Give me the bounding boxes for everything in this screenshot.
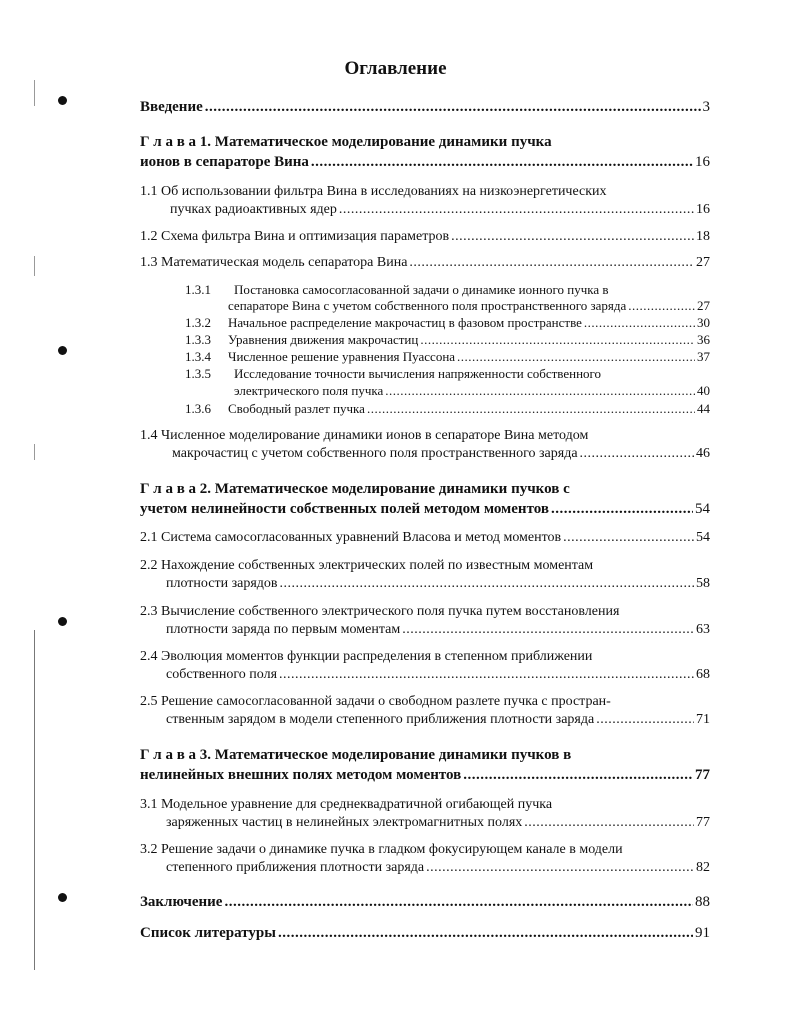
toc-entry-text: Постановка самосогласованной задачи о динамике ионного пучка в xyxy=(234,282,609,297)
toc-entry-1-3-5[interactable] xyxy=(234,382,710,399)
toc-label: нелинейных внешних полях методом моментов xyxy=(140,767,462,783)
toc-leader xyxy=(224,894,693,911)
toc-page-number: 30 xyxy=(697,315,710,330)
toc-entry-3-2[interactable] xyxy=(166,859,710,876)
toc-entry-1-4[interactable] xyxy=(172,445,710,462)
toc-label: Численное решение уравнения Пуассона xyxy=(228,349,456,364)
toc-page-number: 77 xyxy=(695,767,710,783)
toc-label: ственным зарядом в модели степенного приближения плотности заряда xyxy=(166,712,595,727)
toc-subsection-number: 1.3.1 xyxy=(185,282,211,297)
toc-entry-text: Исследование точности вычисления напряженности собственного xyxy=(234,366,602,381)
toc-page-number: 63 xyxy=(696,622,710,637)
punch-hole-mark xyxy=(58,617,67,626)
toc-label: 1.3 Математическая модель сепаратора Вина xyxy=(140,255,408,270)
toc-label: Уравнения движения макрочастиц xyxy=(228,332,419,347)
toc-leader xyxy=(409,254,694,271)
toc-page-number: 58 xyxy=(696,576,710,591)
scan-edge-line xyxy=(34,444,35,460)
toc-label: пучках радиоактивных ядер xyxy=(170,202,337,217)
toc-leader xyxy=(551,501,693,518)
scan-edge-line xyxy=(34,80,35,106)
toc-leader xyxy=(367,400,695,417)
toc-page-number: 46 xyxy=(696,446,710,461)
toc-label: Введение xyxy=(140,99,203,115)
toc-label: электрического поля пучка xyxy=(234,383,384,398)
toc-leader xyxy=(385,382,695,399)
toc-page-number: 77 xyxy=(696,815,710,830)
toc-leader xyxy=(596,711,694,728)
toc-label: собственного поля xyxy=(166,667,278,682)
scan-edge-line xyxy=(34,256,35,276)
toc-chapter-heading: Г л а в а 1. Математическое моделирование динамики пучка xyxy=(140,134,552,150)
toc-leader xyxy=(278,925,693,942)
toc-chapter-heading: Г л а в а 3. Математическое моделирование динамики пучков в xyxy=(140,747,572,763)
toc-leader xyxy=(426,859,694,876)
toc-page-number: 27 xyxy=(697,298,710,313)
toc-leader xyxy=(580,445,694,462)
toc-page-number: 16 xyxy=(695,154,710,170)
toc-entry-text: 3.2 Решение задачи о динамике пучка в гладком фокусирующем канале в модели xyxy=(140,842,623,857)
toc-page-number: 18 xyxy=(696,229,710,244)
punch-hole-mark xyxy=(58,893,67,902)
toc-label: Начальное распределение макрочастиц в фазовом пространстве xyxy=(228,315,582,330)
toc-leader xyxy=(280,575,695,592)
toc-page-number: 27 xyxy=(696,255,710,270)
toc-entry-text: 3.1 Модельное уравнение для среднеквадратичной огибающей пучка xyxy=(140,797,553,812)
toc-page-number: 71 xyxy=(696,712,710,727)
toc-label: степенного приближения плотности заряда xyxy=(166,860,425,875)
toc-entry-2-4[interactable] xyxy=(166,666,710,683)
toc-label: учетом нелинейности собственных полей методом моментов xyxy=(140,501,549,517)
toc-page-number: 16 xyxy=(696,202,710,217)
scan-edge-line xyxy=(34,630,35,970)
toc-page-number: 54 xyxy=(696,530,710,545)
toc-leader xyxy=(279,666,694,683)
toc-leader xyxy=(563,529,694,546)
toc-page-number: 68 xyxy=(696,667,710,682)
punch-hole-mark xyxy=(58,346,67,355)
toc-entry-2-2[interactable] xyxy=(166,575,710,592)
toc-label: макрочастиц с учетом собственного поля пространственного заряда xyxy=(172,446,578,461)
page-title: Оглавление xyxy=(344,58,447,79)
toc-leader xyxy=(205,99,701,116)
toc-leader xyxy=(584,314,695,331)
toc-label: Свободный разлет пучка xyxy=(228,401,365,416)
toc-entry-text: 2.2 Нахождение собственных электрических полей по известным моментам xyxy=(140,558,594,573)
toc-label: Список литературы xyxy=(140,925,276,941)
toc-entry-chapter-3[interactable] xyxy=(140,767,710,784)
toc-subsection-number: 1.3.3 xyxy=(185,332,211,347)
toc-label: плотности заряда по первым моментам xyxy=(166,622,401,637)
toc-page-number: 88 xyxy=(695,894,710,910)
toc-entry-2-3[interactable] xyxy=(166,621,710,638)
toc-leader xyxy=(311,154,693,171)
toc-entry-text: 2.5 Решение самосогласованной задачи о свободном разлете пучка с простран- xyxy=(140,694,611,709)
toc-page-number: 54 xyxy=(695,501,710,517)
toc-entry-1-1[interactable] xyxy=(170,201,710,218)
toc-label: заряженных частиц в нелинейных электромагнитных полях xyxy=(166,815,523,830)
toc-entry-2-1[interactable] xyxy=(140,529,710,546)
toc-page-number: 37 xyxy=(697,349,710,364)
toc-entry-1-3-1[interactable] xyxy=(228,297,710,314)
toc-leader xyxy=(420,331,695,348)
toc-entry-1-3[interactable] xyxy=(140,254,710,271)
toc-subsection-number: 1.3.2 xyxy=(185,315,211,330)
toc-label: 1.2 Схема фильтра Вина и оптимизация параметров xyxy=(140,229,450,244)
toc-entry-text: 2.3 Вычисление собственного электрического поля пучка путем восстановления xyxy=(140,604,620,619)
toc-label: ионов в сепараторе Вина xyxy=(140,154,309,170)
toc-entry-chapter-1[interactable] xyxy=(140,154,710,171)
toc-page-number: 82 xyxy=(696,860,710,875)
toc-page-number: 36 xyxy=(697,332,710,347)
toc-entry-3-1[interactable] xyxy=(166,814,710,831)
toc-page-number: 3 xyxy=(702,99,710,115)
toc-page-number: 44 xyxy=(697,401,710,416)
toc-entry-1-3-2[interactable] xyxy=(228,314,710,331)
toc-subsection-number: 1.3.4 xyxy=(185,349,211,364)
toc-entry-chapter-2[interactable] xyxy=(140,501,710,518)
toc-entry-1-3-4[interactable] xyxy=(228,348,710,365)
toc-chapter-heading: Г л а в а 2. Математическое моделирование динамики пучков с xyxy=(140,481,570,497)
toc-entry-1-3-6[interactable] xyxy=(228,400,710,417)
toc-label: сепараторе Вина с учетом собственного поля пространственного заряда xyxy=(228,298,627,313)
toc-leader xyxy=(524,814,694,831)
toc-entry-1-2[interactable] xyxy=(140,228,710,245)
toc-entry-intro[interactable] xyxy=(140,99,710,116)
toc-leader xyxy=(463,767,693,784)
toc-entry-1-3-3[interactable] xyxy=(228,331,710,348)
toc-entry-text: 2.4 Эволюция моментов функции распределения в степенном приближении xyxy=(140,649,593,664)
toc-leader xyxy=(628,297,695,314)
toc-page-number: 91 xyxy=(695,925,710,941)
toc-label: плотности зарядов xyxy=(166,576,278,591)
toc-entry-conclusion[interactable] xyxy=(140,894,710,911)
toc-entry-text: 1.1 Об использовании фильтра Вина в исследованиях на низкоэнергетических xyxy=(140,184,607,199)
toc-subsection-number: 1.3.5 xyxy=(185,366,211,381)
toc-leader xyxy=(339,201,694,218)
toc-label: 2.1 Система самосогласованных уравнений Власова и метод моментов xyxy=(140,530,562,545)
toc-label: Заключение xyxy=(140,894,223,910)
toc-entry-text: 1.4 Численное моделирование динамики ионов в сепараторе Вина методом xyxy=(140,428,589,443)
toc-page-number: 40 xyxy=(697,383,710,398)
toc-subsection-number: 1.3.6 xyxy=(185,401,211,416)
toc-leader xyxy=(451,228,694,245)
toc-entry-2-5[interactable] xyxy=(166,711,710,728)
toc-leader xyxy=(457,348,695,365)
punch-hole-mark xyxy=(58,96,67,105)
toc-entry-references[interactable] xyxy=(140,925,710,942)
toc-leader xyxy=(402,621,694,638)
